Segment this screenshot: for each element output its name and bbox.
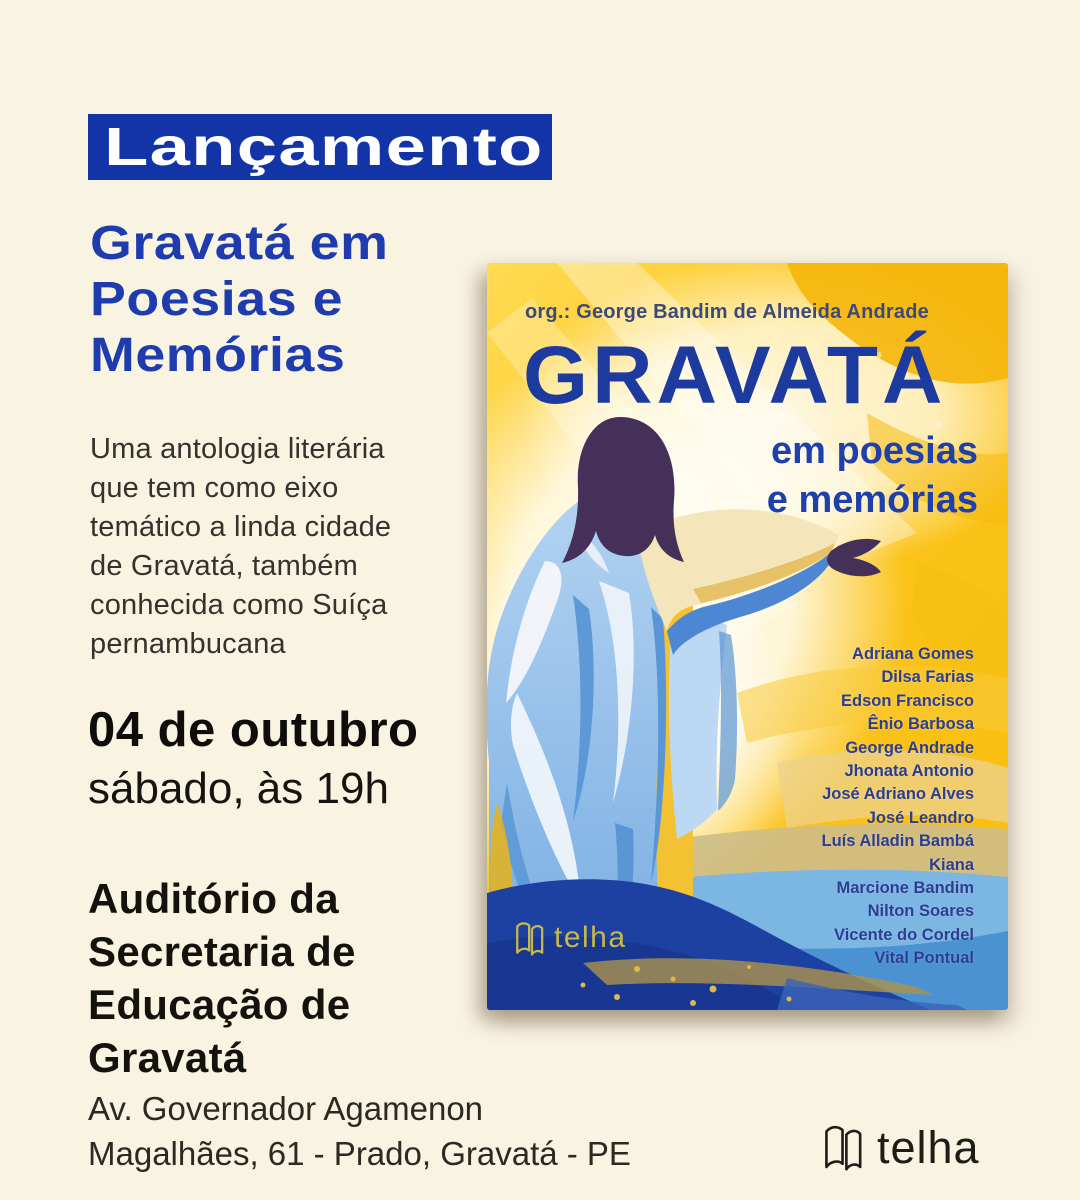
- cover-author: Dilsa Farias: [881, 668, 974, 687]
- launch-badge: [88, 114, 552, 180]
- description-line: conhecida como Suíça: [90, 589, 388, 621]
- book-cover: [487, 263, 1008, 1010]
- event-venue: [88, 872, 356, 1084]
- launch-badge-label: Lançamento: [104, 117, 544, 177]
- cover-publisher-name: telha: [554, 921, 627, 954]
- cover-author-list: [822, 643, 975, 971]
- telha-book-icon: [818, 1120, 864, 1174]
- publisher-logo: [818, 1120, 980, 1174]
- address-line: Magalhães, 61 - Prado, Gravatá - PE: [88, 1135, 631, 1172]
- cover-publisher-logo: [511, 918, 627, 958]
- description-line: pernambucana: [90, 628, 286, 660]
- event-address: [88, 1086, 631, 1176]
- description-line: de Gravatá, também: [90, 550, 358, 582]
- description-line: temático a linda cidade: [90, 511, 392, 543]
- cover-author: Luís Alladin Bambá: [821, 832, 974, 851]
- venue-line: Auditório da: [88, 875, 339, 922]
- telha-book-icon: [511, 918, 545, 958]
- description-line: Uma antologia literária: [90, 433, 385, 465]
- address-line: Av. Governador Agamenon: [88, 1090, 484, 1127]
- cover-author: Marcione Bandim: [836, 879, 974, 898]
- cover-subtitle-line: em poesias: [771, 430, 978, 472]
- event-date: 04 de outubro: [88, 703, 419, 757]
- book-title-line: Gravatá em: [90, 217, 389, 270]
- cover-author: José Leandro: [866, 808, 974, 827]
- cover-author: Adriana Gomes: [852, 645, 974, 663]
- publisher-name: telha: [877, 1121, 980, 1173]
- cover-author: Vital Pontual: [874, 949, 974, 968]
- venue-line: Secretaria de: [88, 928, 356, 975]
- cover-author: Kiana: [929, 855, 974, 874]
- cover-author: Ênio Barbosa: [867, 715, 974, 734]
- cover-author: George Andrade: [845, 738, 974, 757]
- cover-subtitle-line: e memórias: [766, 479, 978, 521]
- venue-line: Gravatá: [88, 1034, 247, 1081]
- book-title-heading: [90, 216, 388, 384]
- cover-organizer: org.: George Bandim de Almeida Andrade: [525, 301, 929, 323]
- venue-line: Educação de: [88, 981, 351, 1028]
- cover-author: José Adriano Alves: [822, 785, 974, 804]
- cover-author: Jhonata Antonio: [844, 762, 974, 781]
- cover-author: Edson Francisco: [841, 691, 974, 710]
- description-line: que tem como eixo: [90, 472, 339, 504]
- book-title-line: Poesias e: [90, 273, 344, 326]
- book-title-line: Memórias: [90, 329, 346, 382]
- cover-author: Nilton Soares: [867, 902, 974, 921]
- cover-title: GRAVATÁ: [523, 330, 947, 421]
- cover-author: Vicente do Cordel: [834, 925, 974, 944]
- book-description: [90, 430, 391, 664]
- event-time: sábado, às 19h: [88, 764, 389, 813]
- cover-subtitle: [767, 427, 978, 525]
